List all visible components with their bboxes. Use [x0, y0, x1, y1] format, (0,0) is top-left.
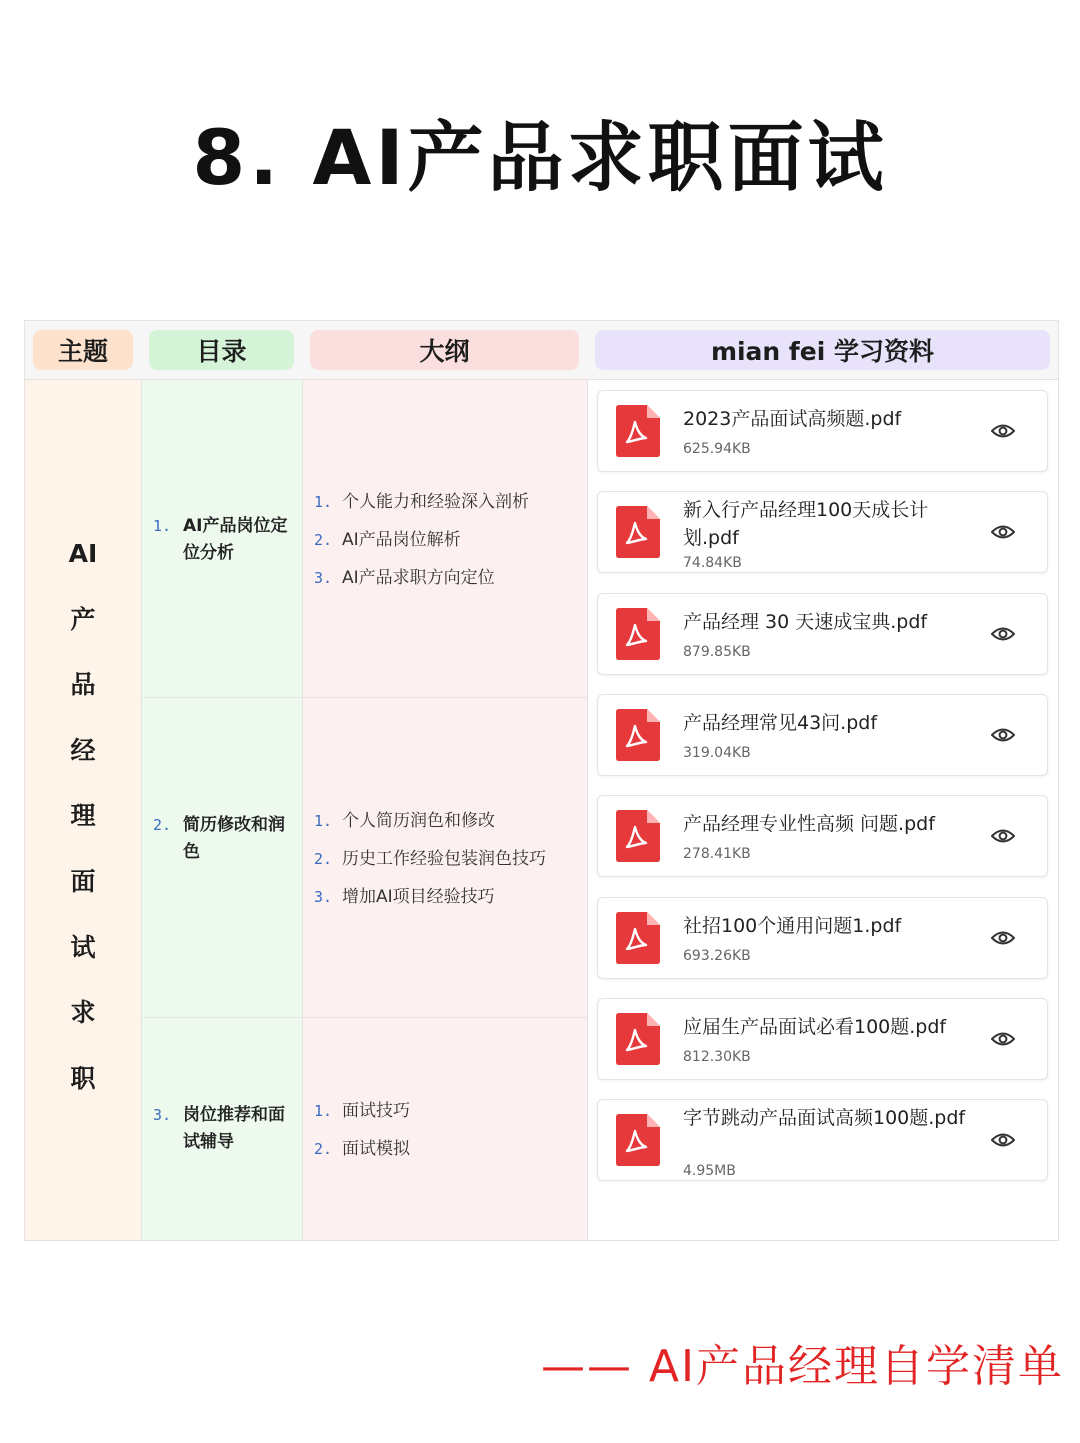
- file-card[interactable]: [597, 795, 1048, 877]
- eye-icon[interactable]: [991, 725, 1015, 745]
- outline-item: 3. 增加AI项目经验技巧: [314, 887, 495, 907]
- eye-icon[interactable]: [991, 1029, 1015, 1049]
- pdf-icon: [616, 608, 660, 660]
- topic-char: 理: [70, 801, 96, 831]
- outline-list: [314, 1092, 584, 1168]
- header-resources: mian fei 学习资料: [595, 330, 1050, 370]
- content-table: [24, 320, 1059, 1241]
- eye-icon[interactable]: [991, 1130, 1015, 1150]
- file-size: 693.26KB: [683, 948, 751, 964]
- pdf-icon: [616, 405, 660, 457]
- directory-title: AI产品岗位定位分析: [183, 516, 288, 563]
- pdf-icon: [616, 912, 660, 964]
- outline-item: 2. AI产品岗位解析: [314, 530, 461, 550]
- file-name: 新入行产品经理100天成长计划.pdf: [683, 499, 929, 549]
- page-title: 8. AI产品求职面试: [192, 113, 888, 202]
- outline-list: [314, 802, 584, 916]
- outline-item: 3. AI产品求职方向定位: [314, 568, 495, 588]
- file-name: 应届生产品面试必看100题.pdf: [683, 1016, 947, 1038]
- file-name: 社招100个通用问题1.pdf: [683, 915, 902, 937]
- header-outline: 大纲: [310, 330, 579, 370]
- pdf-icon: [616, 709, 660, 761]
- eye-icon[interactable]: [991, 826, 1015, 846]
- directory-number: 2.: [153, 816, 172, 834]
- directory-number: 3.: [153, 1106, 172, 1124]
- directory-title: 简历修改和润色: [183, 815, 285, 862]
- directory-item: [153, 812, 301, 866]
- file-card[interactable]: [597, 593, 1048, 675]
- pdf-icon: [616, 506, 660, 558]
- topic-text: [25, 521, 141, 1111]
- pdf-icon: [616, 810, 660, 862]
- file-size: 319.04KB: [683, 745, 751, 761]
- pdf-icon: [616, 1114, 660, 1166]
- file-name: 产品经理专业性高频 问题.pdf: [683, 813, 935, 835]
- table-header: [25, 321, 1058, 380]
- outline-item: 2. 面试模拟: [314, 1139, 410, 1159]
- file-size: 879.85KB: [683, 644, 751, 660]
- pdf-icon: [616, 1013, 660, 1065]
- topic-char: 产: [70, 604, 96, 634]
- file-size: 625.94KB: [683, 441, 751, 457]
- header-directory: 目录: [149, 330, 294, 370]
- file-name: 产品经理常见43问.pdf: [683, 712, 878, 734]
- eye-icon[interactable]: [991, 522, 1015, 542]
- file-card[interactable]: [597, 897, 1048, 979]
- file-name: 产品经理 30 天速成宝典.pdf: [683, 611, 928, 633]
- file-size: 74.84KB: [683, 555, 742, 571]
- topic-char: AI: [68, 539, 98, 568]
- topic-char: 职: [70, 1063, 96, 1093]
- outline-item: 1. 个人能力和经验深入剖析: [314, 492, 529, 512]
- outline-item: 2. 历史工作经验包装润色技巧: [314, 849, 546, 869]
- eye-icon[interactable]: [991, 624, 1015, 644]
- file-card[interactable]: [597, 1099, 1048, 1181]
- file-card[interactable]: [597, 694, 1048, 776]
- file-name: 2023产品面试高频题.pdf: [683, 408, 902, 430]
- directory-item: [153, 1102, 301, 1156]
- directory-item: [153, 513, 301, 567]
- directory-title: 岗位推荐和面试辅导: [183, 1105, 285, 1152]
- topic-char: 经: [70, 735, 96, 765]
- eye-icon[interactable]: [991, 928, 1015, 948]
- file-card[interactable]: [597, 491, 1048, 573]
- file-size: 812.30KB: [683, 1049, 751, 1065]
- topic-char: 品: [70, 670, 96, 700]
- file-card[interactable]: [597, 390, 1048, 472]
- topic-char: 面: [70, 866, 96, 896]
- outline-item: 1. 面试技巧: [314, 1101, 410, 1121]
- file-size: 4.95MB: [683, 1163, 736, 1179]
- file-name: 字节跳动产品面试高频100题.pdf: [683, 1107, 966, 1129]
- file-card[interactable]: [597, 998, 1048, 1080]
- header-topic: 主题: [33, 330, 133, 370]
- topic-char: 试: [70, 932, 96, 962]
- outline-list: [314, 483, 584, 597]
- outline-item: 1. 个人简历润色和修改: [314, 811, 495, 831]
- eye-icon[interactable]: [991, 421, 1015, 441]
- file-size: 278.41KB: [683, 846, 751, 862]
- topic-char: 求: [70, 998, 96, 1028]
- signature: —— AI产品经理自学清单: [540, 1341, 1064, 1392]
- directory-number: 1.: [153, 517, 172, 535]
